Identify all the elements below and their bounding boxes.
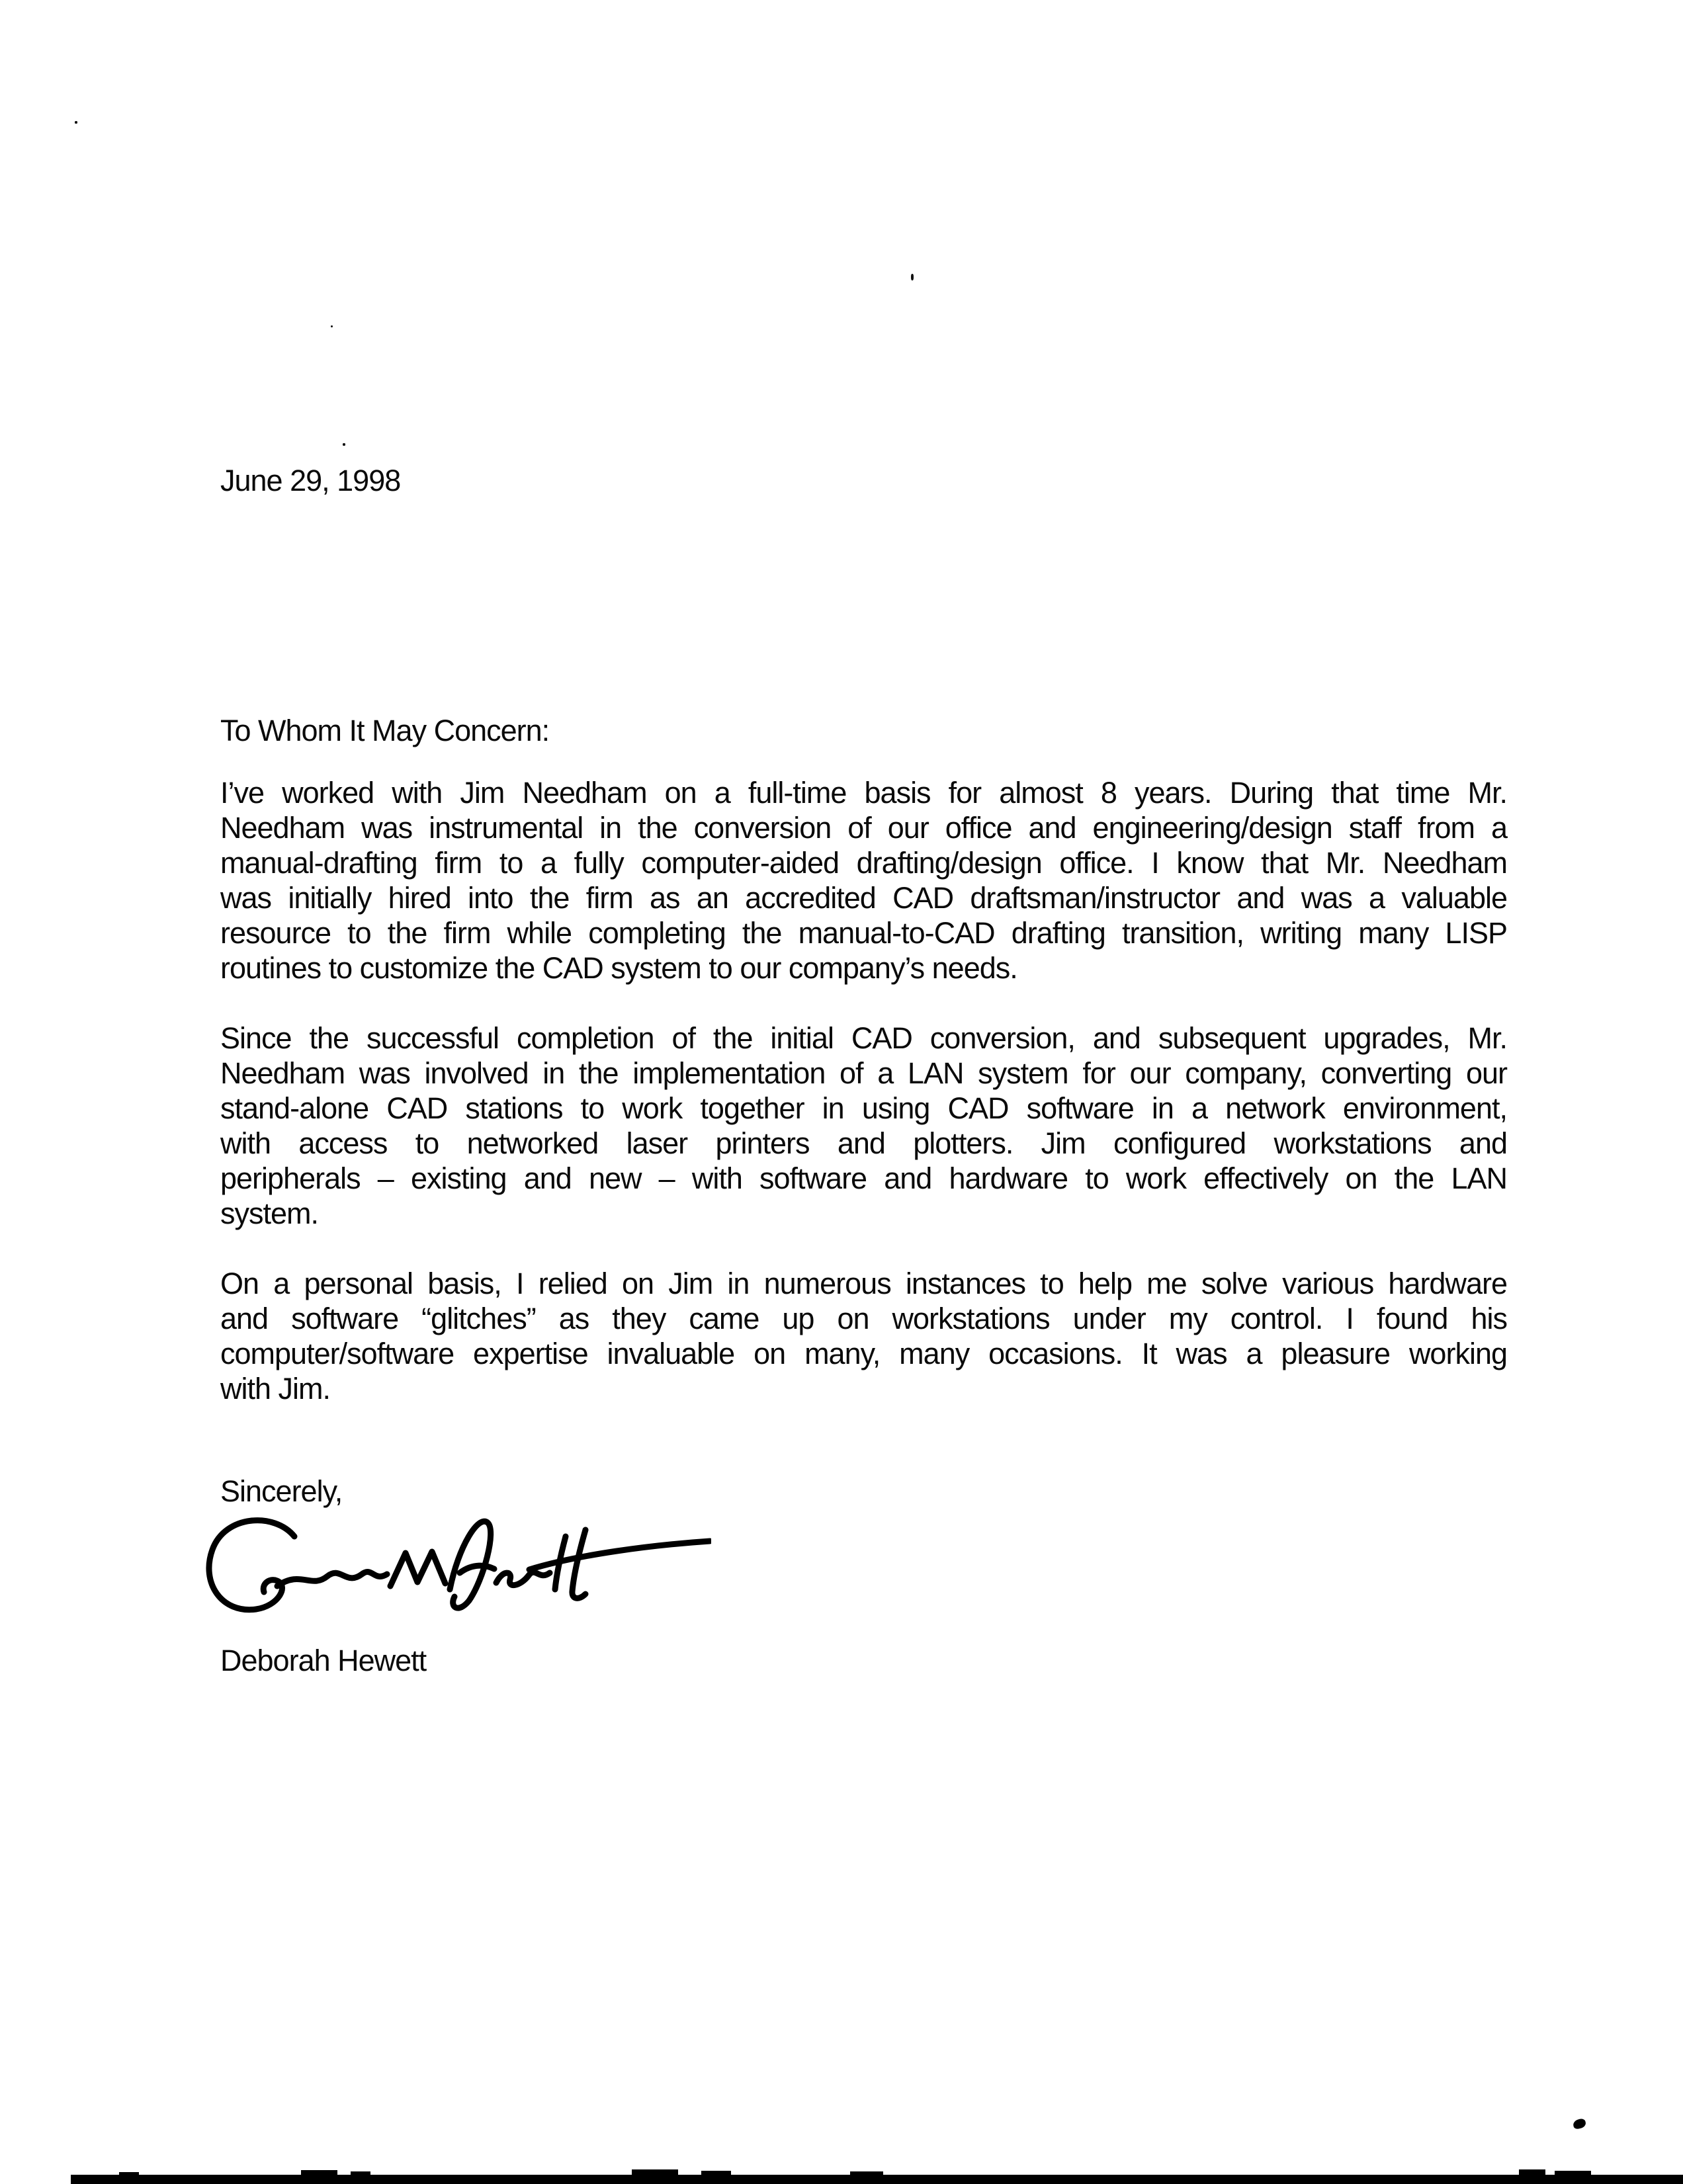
scan-noise-dash xyxy=(632,2169,678,2175)
text-line: stand-alone CAD stations to work together in using CAD software in a network environment, xyxy=(220,1091,1507,1125)
text-line: resource to the firm while completing the manual-to-CAD drafting transition, writing many LISP xyxy=(220,916,1507,950)
letter-closing: Sincerely, xyxy=(220,1474,343,1508)
scan-noise-blob xyxy=(1573,2118,1586,2130)
scan-noise-dash xyxy=(1519,2169,1545,2175)
paragraph-3 xyxy=(220,1266,1507,1406)
scan-noise-dash xyxy=(850,2171,883,2175)
scan-noise-dash xyxy=(1555,2171,1591,2175)
scan-noise-speck xyxy=(343,443,345,446)
scan-noise-speck xyxy=(75,121,77,124)
scan-noise-speck xyxy=(331,325,333,327)
scan-noise-speck xyxy=(911,274,914,280)
letter-date: June 29, 1998 xyxy=(220,464,401,497)
text-line: Needham was instrumental in the conversion of our office and engineering/design staff from a xyxy=(220,811,1507,845)
text-line: was initially hired into the firm as an accredited CAD draftsman/instructor and was a valuable xyxy=(220,881,1507,915)
scan-noise-dash xyxy=(351,2171,370,2175)
signer-name: Deborah Hewett xyxy=(220,1644,427,1677)
text-line: On a personal basis, I relied on Jim in numerous instances to help me solve various hardware xyxy=(220,1267,1507,1300)
text-line: and software “glitches” as they came up on workstations under my control. I found his xyxy=(220,1302,1507,1335)
paragraph-2 xyxy=(220,1021,1507,1231)
letter-salutation: To Whom It May Concern: xyxy=(220,714,550,747)
paragraph-1 xyxy=(220,775,1507,986)
text-line: routines to customize the CAD system to our company’s needs. xyxy=(220,951,1017,985)
text-line: I’ve worked with Jim Needham on a full-time basis for almost 8 years. During that time Mr. xyxy=(220,776,1507,810)
text-line: Since the successful completion of the initial CAD conversion, and subsequent upgrades, Mr. xyxy=(220,1021,1507,1055)
scan-noise-dash xyxy=(119,2172,139,2175)
text-line: peripherals – existing and new – with software and hardware to work effectively on the LAN xyxy=(220,1161,1507,1195)
scan-artifact-bar xyxy=(71,2175,1683,2184)
handwritten-signature xyxy=(195,1500,711,1626)
scan-noise-dash xyxy=(701,2171,731,2175)
text-line: manual-drafting firm to a fully computer-aided drafting/design office. I know that Mr. Needham xyxy=(220,846,1507,880)
text-line: computer/software expertise invaluable on many, many occasions. It was a pleasure working xyxy=(220,1337,1507,1370)
text-line: system. xyxy=(220,1197,319,1230)
text-line: Needham was involved in the implementation of a LAN system for our company, converting our xyxy=(220,1056,1507,1090)
scan-noise-dash xyxy=(301,2170,337,2175)
text-line: with access to networked laser printers and plotters. Jim configured workstations and xyxy=(220,1126,1507,1160)
text-line: with Jim. xyxy=(220,1372,331,1406)
